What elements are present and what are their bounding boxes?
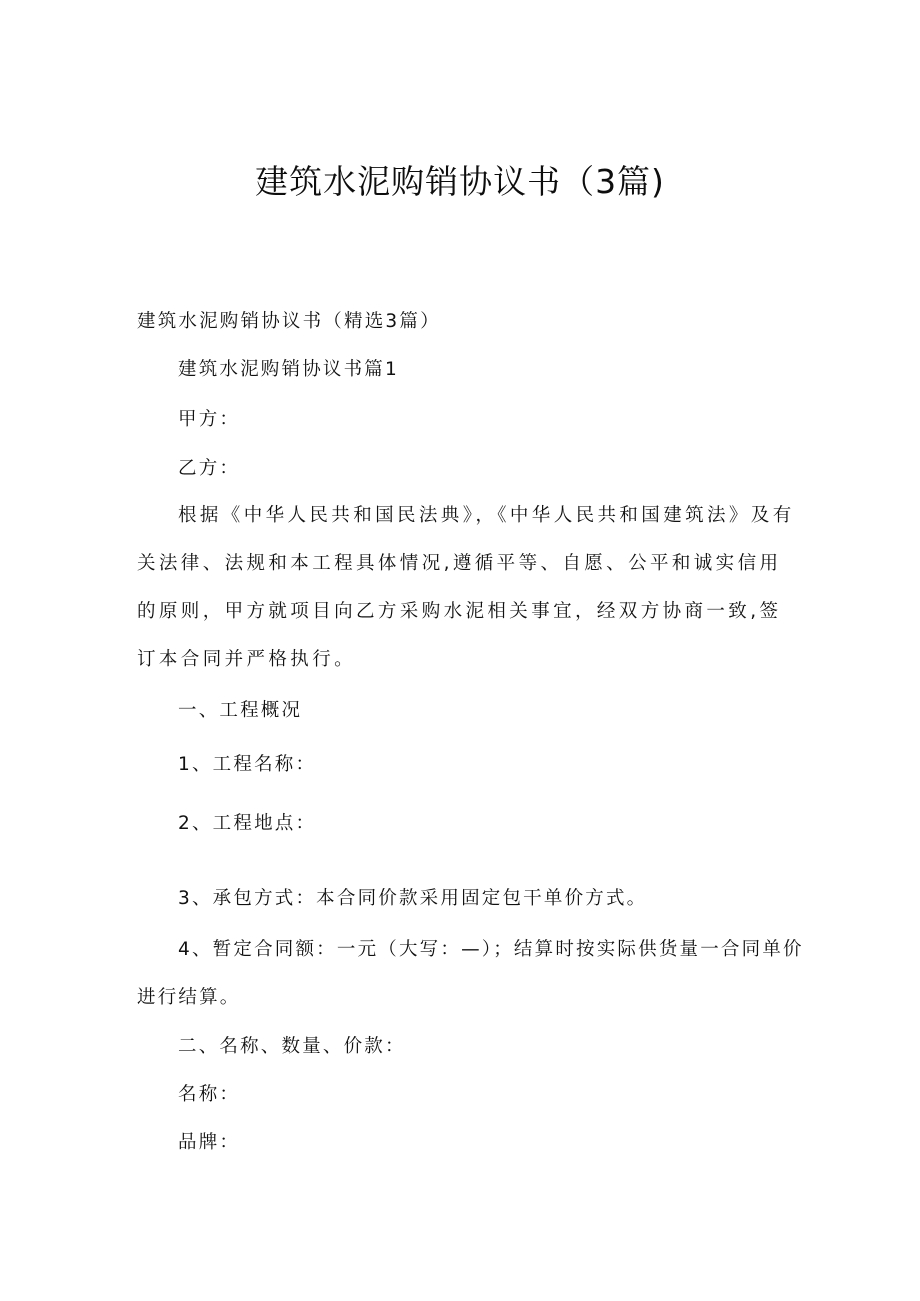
item-project-name: 1、工程名称： [178, 754, 317, 775]
preamble-text: 根据《中华人民共和国民法典》，《中华人民共和国建筑法》及有关法律、法规和本工程具体情况,遵循平等、自愿、公平和诚实信用的原则，甲方就项目向乙方采购水泥相关事宜，经双方协商一致,签订本合同并严格执行。 [137, 505, 795, 670]
preamble-paragraph [137, 492, 797, 684]
item-project-location: 2、工程地点： [178, 813, 317, 834]
part1-heading: 一、工程概况 [178, 700, 303, 721]
party-b-label: 乙方： [178, 458, 241, 479]
party-a-label: 甲方： [178, 409, 241, 430]
document-title: 建筑水泥购销协议书（3篇) [255, 162, 665, 201]
item-contract-amount: 4、暂定合同额：一元（大写：—）；结算时按实际供货量一合同单价 [178, 939, 804, 960]
section-heading: 建筑水泥购销协议书篇1 [178, 359, 399, 380]
document-subtitle: 建筑水泥购销协议书（精选3篇） [137, 311, 441, 332]
item-contract-amount-continued: 进行结算。 [137, 987, 241, 1008]
part2-heading: 二、名称、数量、价款： [178, 1036, 406, 1057]
brand-label: 品牌： [178, 1132, 241, 1153]
name-label: 名称： [178, 1084, 241, 1105]
item-contract-method: 3、承包方式：本合同价款采用固定包干单价方式。 [178, 888, 648, 909]
